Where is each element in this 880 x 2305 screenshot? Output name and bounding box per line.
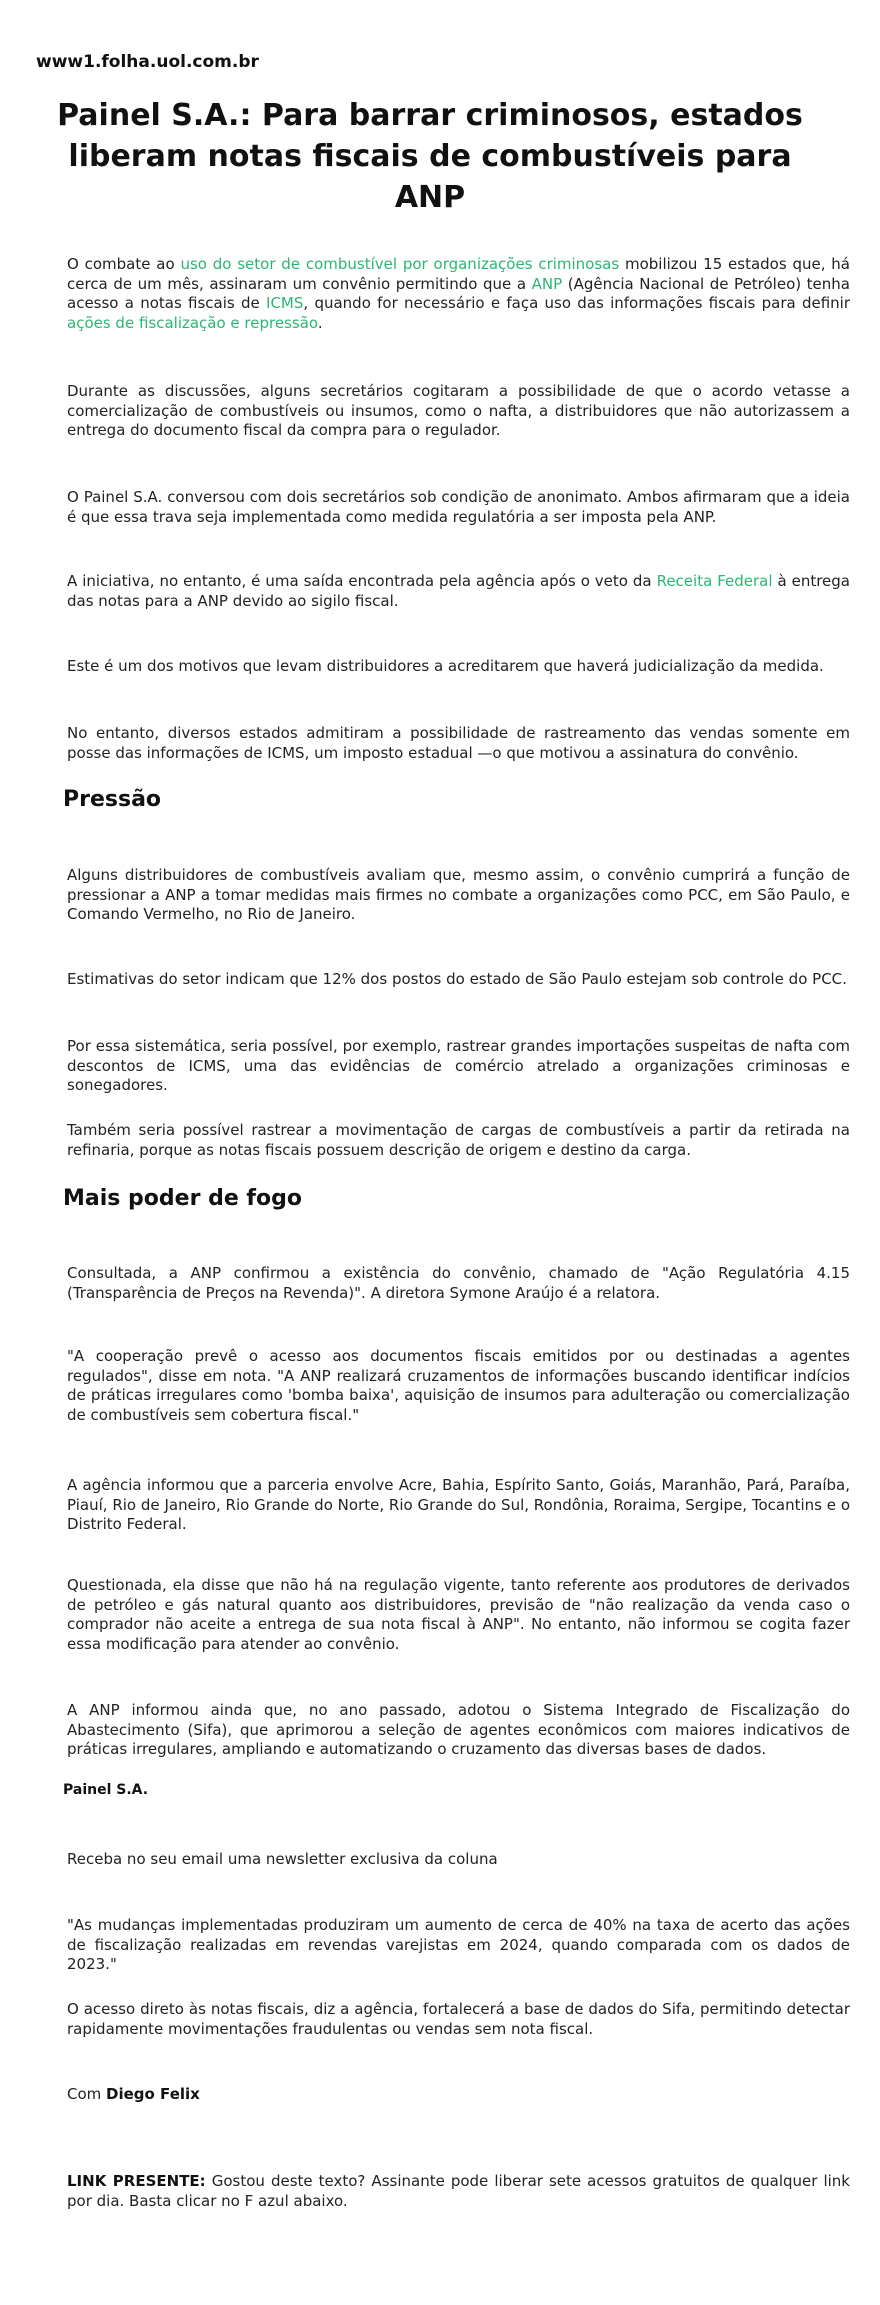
paragraph-14: Questionada, ela disse que não há na regulação vigente, tanto referente aos produtores de derivados de petróleo e gás natural quanto aos distribuidores, previsão de "não realização da venda caso o comprador não aceite a entrega de sua nota fiscal à ANP". No entanto, não informou se cogita fazer essa modificação para atender ao convênio. bbox=[67, 1576, 850, 1653]
link-presente-text: Gostou deste texto? Assinante pode liberar sete acessos gratuitos de qualquer link por dia. Basta clicar no F azul abaixo. bbox=[67, 2172, 850, 2210]
section-heading-pressao: Pressão bbox=[63, 787, 162, 812]
text-span: . bbox=[317, 313, 323, 332]
paragraph-15: A ANP informou ainda que, no ano passado, adotou o Sistema Integrado de Fiscalização do Abastecimento (Sifa), que aprimorou a seleção de agentes econômicos com maiores indicativos de práticas irregulares, ampliando e automatizando o cruzamento das diversas bases de dados. bbox=[67, 1701, 850, 1758]
section-heading-mais-poder-de-fogo: Mais poder de fogo bbox=[63, 1186, 302, 1211]
link-anp[interactable]: ANP bbox=[531, 274, 563, 293]
paragraph-1 bbox=[67, 255, 850, 333]
paragraph-5: Este é um dos motivos que levam distribuidores a acreditarem que haverá judicialização da medida. bbox=[67, 657, 824, 675]
text-span: O combate ao bbox=[67, 255, 181, 273]
link-presente-label: LINK PRESENTE: bbox=[67, 2172, 206, 2190]
link-icms[interactable]: ICMS bbox=[266, 294, 304, 312]
paragraph-8: Estimativas do setor indicam que 12% dos postos do estado de São Paulo estejam sob controle do PCC. bbox=[67, 970, 847, 988]
paragraph-6: No entanto, diversos estados admitiram a possibilidade de rastreamento das vendas somente em posse das informações de ICMS, um imposto estadual —o que motivou a assinatura do convênio. bbox=[67, 724, 850, 762]
text-span: A iniciativa, no entanto, é uma saída encontrada pela agência após o veto da bbox=[67, 572, 657, 590]
author-name: Diego Felix bbox=[106, 2085, 200, 2103]
link-receita-federal[interactable]: Receita Federal bbox=[656, 572, 773, 590]
credit-prefix: Com bbox=[67, 2085, 107, 2103]
paragraph-4 bbox=[67, 572, 850, 611]
paragraph-11: Consultada, a ANP confirmou a existência do convênio, chamado de "Ação Regulatória 4.15 (Transparência de Preços na Revenda)". A diretora Symone Araújo é a relatora. bbox=[67, 1264, 850, 1302]
paragraph-17: "As mudanças implementadas produziram um aumento de cerca de 40% na taxa de acerto das ações de fiscalização realizadas em revendas varejistas em 2024, quando comparada com os dados de 2023." bbox=[67, 1916, 850, 1973]
site-url[interactable]: www1.folha.uol.com.br bbox=[36, 52, 259, 72]
text-span: , quando for necessário e faça uso das informações fiscais para definir bbox=[303, 294, 850, 312]
column-signature: Painel S.A. bbox=[63, 1782, 149, 1798]
paragraph-18: O acesso direto às notas fiscais, diz a agência, fortalecerá a base de dados do Sifa, permitindo detectar rapidamente movimentações fraudulentas ou vendas sem nota fiscal. bbox=[67, 2000, 850, 2038]
article-headline: Painel S.A.: Para barrar criminosos, estados liberam notas fiscais de combustíveis para ANP bbox=[57, 98, 803, 215]
text-span: (Agência Nacional de Petróleo) tenha acesso a notas fiscais de bbox=[67, 274, 850, 312]
text-span: mobilizou 15 estados que, há cerca de um mês, assinaram um convênio permitindo que a bbox=[67, 255, 850, 293]
author-credit bbox=[67, 2085, 850, 2105]
paragraph-12: "A cooperação prevê o acesso aos documentos fiscais emitidos por ou destinadas a agentes regulados", disse em nota. "A ANP realizará cruzamentos de informações buscando identificar indícios de práticas irregulares como 'bomba baixa', aquisição de insumos para adulteração ou comercialização de combustíveis sem cobertura fiscal." bbox=[67, 1347, 850, 1424]
text-span: à entrega das notas para a ANP devido ao sigilo fiscal. bbox=[67, 572, 851, 610]
link-presente-note bbox=[67, 2172, 850, 2211]
paragraph-13: A agência informou que a parceria envolve Acre, Bahia, Espírito Santo, Goiás, Maranhão, Pará, Paraíba, Piauí, Rio de Janeiro, Rio Grande do Norte, Rio Grande do Sul, Rondônia, Roraima, Sergipe, Tocantins e o Distrito Federal. bbox=[67, 1476, 850, 1533]
paragraph-2: Durante as discussões, alguns secretários cogitaram a possibilidade de que o acordo vetasse a comercialização de combustíveis ou insumos, como o nafta, a distribuidores que não autorizassem a entrega do documento fiscal da compra para o regulador. bbox=[67, 382, 850, 439]
paragraph-3: O Painel S.A. conversou com dois secretários sob condição de anonimato. Ambos afirmaram que a ideia é que essa trava seja implementada como medida regulatória a ser imposta pela ANP. bbox=[67, 488, 850, 526]
link-criminal-organizations[interactable]: uso do setor de combustível por organizações criminosas bbox=[180, 255, 620, 273]
paragraph-10: Também seria possível rastrear a movimentação de cargas de combustíveis a partir da retirada na refinaria, porque as notas fiscais possuem descrição de origem e destino da carga. bbox=[67, 1121, 850, 1159]
link-enforcement-actions[interactable]: ações de fiscalização e repressão bbox=[67, 313, 318, 332]
newsletter-prompt[interactable]: Receba no seu email uma newsletter exclusiva da coluna bbox=[67, 1850, 498, 1868]
paragraph-7: Alguns distribuidores de combustíveis avaliam que, mesmo assim, o convênio cumprirá a função de pressionar a ANP a tomar medidas mais firmes no combate a organizações como PCC, em São Paulo, e Comando Vermelho, no Rio de Janeiro. bbox=[67, 866, 850, 923]
paragraph-9: Por essa sistemática, seria possível, por exemplo, rastrear grandes importações suspeitas de nafta com descontos de ICMS, uma das evidências de comércio atrelado a organizações criminosas e sonegadores. bbox=[67, 1037, 850, 1094]
